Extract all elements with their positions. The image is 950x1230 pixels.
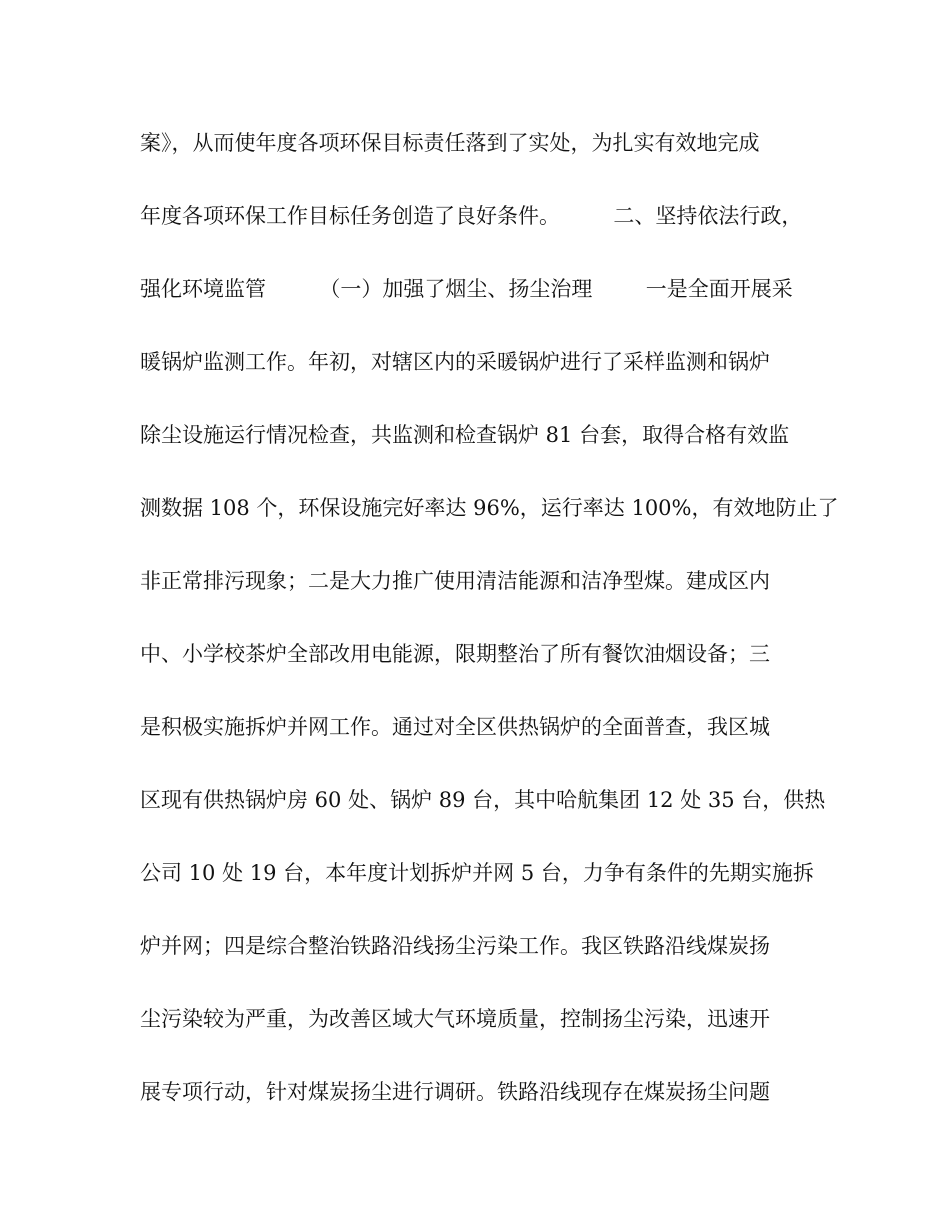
text-line-5: 除尘设施运行情况检查，共监测和检查锅炉 81 台套，取得合格有效监 bbox=[140, 423, 790, 447]
text-line-3: 强化环境监管 （一）加强了烟尘、扬尘治理 一是全面开展采 bbox=[140, 277, 793, 301]
text-line-9: 是积极实施拆炉并网工作。通过对全区供热锅炉的全面普查，我区城 bbox=[140, 715, 770, 739]
text-line-4: 暖锅炉监测工作。年初，对辖区内的采暖锅炉进行了采样监测和锅炉 bbox=[140, 350, 770, 374]
text-line-13: 尘污染较为严重，为改善区域大气环境质量，控制扬尘污染，迅速开 bbox=[140, 1007, 770, 1031]
body-text bbox=[140, 122, 839, 1144]
text-line-10: 区现有供热锅炉房 60 处、锅炉 89 台，其中哈航集团 12 处 35 台，供热 bbox=[140, 788, 826, 812]
text-line-8: 中、小学校茶炉全部改用电能源，限期整治了所有餐饮油烟设备；三 bbox=[140, 642, 770, 666]
text-line-6: 测数据 108 个，环保设施完好率达 96%，运行率达 100%，有效地防止了 bbox=[140, 496, 839, 520]
text-line-14: 展专项行动，针对煤炭扬尘进行调研。铁路沿线现存在煤炭扬尘问题 bbox=[140, 1080, 770, 1104]
text-line-7: 非正常排污现象；二是大力推广使用清洁能源和洁净型煤。建成区内 bbox=[140, 569, 770, 593]
text-line-2: 年度各项环保工作目标任务创造了良好条件。 二、坚持依法行政， bbox=[140, 204, 803, 228]
text-line-1: 案》，从而使年度各项环保目标责任落到了实处，为扎实有效地完成 bbox=[140, 131, 760, 155]
text-line-12: 炉并网；四是综合整治铁路沿线扬尘污染工作。我区铁路沿线煤炭扬 bbox=[140, 934, 770, 958]
text-line-11: 公司 10 处 19 台，本年度计划拆炉并网 5 台，力争有条件的先期实施拆 bbox=[140, 861, 814, 885]
